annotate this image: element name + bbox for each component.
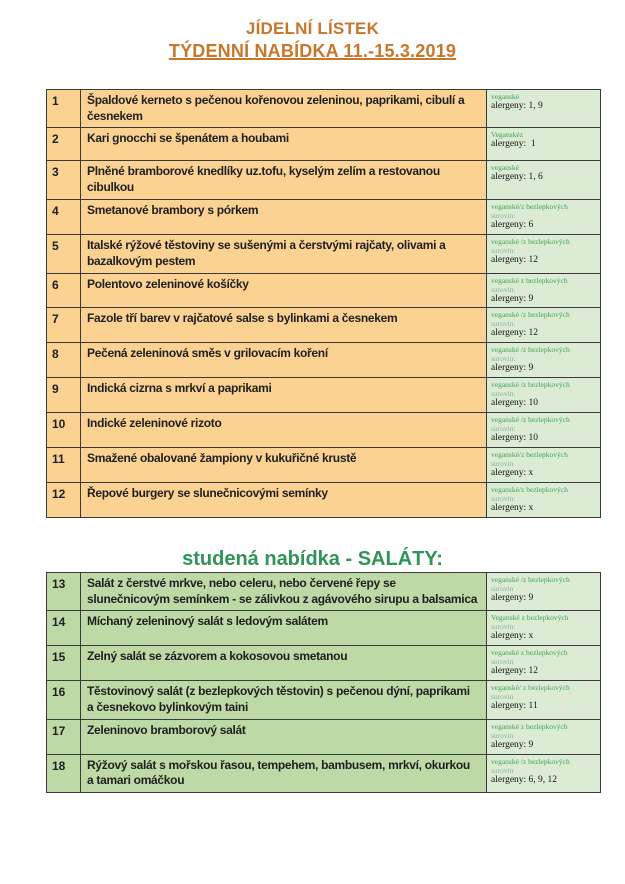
diet-label: veganské z bezlepkových xyxy=(491,721,568,731)
dish-name: Polentovo zeleninové košíčky xyxy=(81,273,487,308)
allergens-label: alergeny: 9 xyxy=(491,293,534,304)
dish-name: Kari gnocchi se špenátem a houbami xyxy=(81,128,487,161)
diet-info-cell xyxy=(487,447,601,482)
allergens-label: alergeny: 12 xyxy=(491,254,539,265)
weekly-menu-table xyxy=(46,89,601,518)
allergens-label: alergeny: 1 xyxy=(491,139,536,150)
diet-sub-label: surovin: xyxy=(491,245,516,255)
dish-name: Indická cizrna s mrkví a paprikami xyxy=(81,378,487,413)
menu-row xyxy=(47,681,601,720)
diet-info-cell xyxy=(487,273,601,308)
menu-row xyxy=(47,234,601,273)
diet-sub-label: surovin: xyxy=(491,493,516,503)
diet-sub-label: surovin: xyxy=(491,622,516,632)
diet-label: Veganské z bezlepkových xyxy=(491,613,569,623)
diet-info-cell xyxy=(487,572,601,611)
dish-name: Fazole tří barev v rajčatové salse s bylinkami a česnekem xyxy=(81,308,487,343)
salads-menu-table xyxy=(46,572,601,794)
diet-sub-label: surovin xyxy=(491,692,514,702)
menu-row xyxy=(47,754,601,793)
menu-row xyxy=(47,161,601,200)
menu-row xyxy=(47,482,601,517)
allergens-label: alergeny: 1, 6 xyxy=(491,172,543,183)
dish-name: Rýžový salát s mořskou řasou, tempehem, bambusem, mrkví, okurkou a tamari omáčkou xyxy=(81,754,487,793)
diet-sub-label: surovin: xyxy=(491,319,516,329)
salads-section-heading: studená nabídka - SALÁTY: xyxy=(182,547,443,570)
allergens-label: alergeny: x xyxy=(491,467,534,478)
dish-name: Špaldové kerneto s pečenou kořenovou zeleninou, paprikami, cibulí a česnekem xyxy=(81,89,487,128)
menu-row xyxy=(47,89,601,128)
allergens-label: alergeny: 9 xyxy=(491,592,534,603)
diet-sub-label: surovin xyxy=(491,657,514,667)
diet-label: veganské xyxy=(491,91,519,101)
menu-row xyxy=(47,413,601,448)
diet-label: veganské /z bezlepkových xyxy=(491,310,570,320)
diet-label: veganské /z bezlepkových xyxy=(491,345,570,355)
dish-name: Zelný salát se zázvorem a kokosovou smetanou xyxy=(81,646,487,681)
diet-label: veganské /z bezlepkových xyxy=(491,236,570,246)
diet-label: veganské/z bezlepkových xyxy=(491,449,568,459)
diet-sub-label: surovin: xyxy=(491,284,516,294)
dish-number: 6 xyxy=(47,273,81,308)
menu-row xyxy=(47,200,601,235)
diet-label: veganské /z bezlepkových xyxy=(491,415,570,425)
diet-info-cell xyxy=(487,378,601,413)
dish-number: 2 xyxy=(47,128,81,161)
allergens-label: alergeny: 10 xyxy=(491,433,539,444)
allergens-label: alergeny: 6, 9, 12 xyxy=(491,774,558,785)
dish-name: Salát z čerstvé mrkve, nebo celeru, nebo červené řepy se slunečnicovým semínkem - se zálivkou z agávového sirupu a balsamica xyxy=(81,572,487,611)
dish-number: 17 xyxy=(47,719,81,754)
diet-info-cell xyxy=(487,482,601,517)
dish-number: 16 xyxy=(47,681,81,720)
dish-name: Pečená zeleninová směs v grilovacím koření xyxy=(81,343,487,378)
menu-row xyxy=(47,611,601,646)
diet-sub-label: surovin xyxy=(491,730,514,740)
diet-sub-label: surovin: xyxy=(491,354,516,364)
diet-info-cell xyxy=(487,161,601,200)
dish-number: 1 xyxy=(47,89,81,128)
allergens-label: alergeny: x xyxy=(491,631,534,642)
allergens-label: alergeny: 6 xyxy=(491,220,534,231)
diet-info-cell xyxy=(487,681,601,720)
diet-info-cell xyxy=(487,128,601,161)
diet-info-cell xyxy=(487,308,601,343)
diet-label: veganské/z bezlepkových xyxy=(491,202,568,212)
dish-number: 8 xyxy=(47,343,81,378)
diet-label: veganské/z bezlepkových xyxy=(491,484,568,494)
dish-number: 14 xyxy=(47,611,81,646)
diet-sub-label: surovin: xyxy=(491,424,516,434)
dish-number: 10 xyxy=(47,413,81,448)
diet-sub-label: surovin: xyxy=(491,211,516,221)
menu-row xyxy=(47,447,601,482)
dish-number: 18 xyxy=(47,754,81,793)
dish-number: 5 xyxy=(47,234,81,273)
dish-number: 15 xyxy=(47,646,81,681)
diet-label: veganské z bezlepkových xyxy=(491,648,568,658)
diet-label: veganské z bezlepkových xyxy=(491,275,568,285)
diet-label: veganské /z bezlepkových xyxy=(491,574,570,584)
diet-info-cell xyxy=(487,343,601,378)
menu-row xyxy=(47,273,601,308)
diet-label: veganské /z bezlepkových xyxy=(491,756,570,766)
dish-number: 4 xyxy=(47,200,81,235)
diet-sub-label: surovin xyxy=(491,458,514,468)
allergens-label: alergeny: 9 xyxy=(491,363,534,374)
allergens-label: alergeny: x xyxy=(491,502,534,513)
diet-label: veganské /z bezlepkových xyxy=(491,380,570,390)
dish-name: Italské rýžové těstoviny se sušenými a čerstvými rajčaty, olivami a bazalkovým pestem xyxy=(81,234,487,273)
diet-sub-label: surovin: xyxy=(491,389,516,399)
dish-name: Zeleninovo bramborový salát xyxy=(81,719,487,754)
menu-row xyxy=(47,646,601,681)
diet-label: veganské/ z bezlepkových xyxy=(491,683,570,693)
dish-number: 3 xyxy=(47,161,81,200)
diet-info-cell xyxy=(487,200,601,235)
dish-number: 12 xyxy=(47,482,81,517)
dish-number: 7 xyxy=(47,308,81,343)
diet-label: veganské xyxy=(491,163,519,173)
diet-info-cell xyxy=(487,89,601,128)
dish-number: 9 xyxy=(47,378,81,413)
menu-row xyxy=(47,308,601,343)
allergens-label: alergeny: 12 xyxy=(491,328,539,339)
diet-info-cell xyxy=(487,719,601,754)
page-subtitle: TÝDENNÍ NABÍDKA 11.-15.3.2019 xyxy=(168,41,457,62)
menu-row xyxy=(47,343,601,378)
dish-name: Indické zeleninové rizoto xyxy=(81,413,487,448)
dish-number: 13 xyxy=(47,572,81,611)
allergens-label: alergeny: 9 xyxy=(491,739,534,750)
diet-sub-label: surovin xyxy=(491,583,514,593)
diet-info-cell xyxy=(487,413,601,448)
diet-info-cell xyxy=(487,646,601,681)
diet-sub-label: surovin xyxy=(491,765,514,775)
page-title: JÍDELNÍ LÍSTEK xyxy=(245,19,380,38)
dish-name: Řepové burgery se slunečnicovými semínky xyxy=(81,482,487,517)
allergens-label: alergeny: 1, 9 xyxy=(491,100,543,111)
menu-row xyxy=(47,572,601,611)
dish-name: Plněné bramborové knedlíky uz.tofu, kyselým zelím a restovanou cibulkou xyxy=(81,161,487,200)
dish-name: Smažené obalované žampiony v kukuřičné krustě xyxy=(81,447,487,482)
menu-row xyxy=(47,719,601,754)
menu-row xyxy=(47,378,601,413)
dish-name: Míchaný zeleninový salát s ledovým salátem xyxy=(81,611,487,646)
diet-label: Veganskéz xyxy=(491,130,524,140)
diet-info-cell xyxy=(487,611,601,646)
allergens-label: alergeny: 10 xyxy=(491,398,539,409)
diet-info-cell xyxy=(487,234,601,273)
dish-number: 11 xyxy=(47,447,81,482)
dish-name: Těstovinový salát (z bezlepkových těstovin) s pečenou dýní, paprikami a česnekovo bylinkovým taini xyxy=(81,681,487,720)
menu-row xyxy=(47,128,601,161)
allergens-label: alergeny: 11 xyxy=(491,701,538,712)
dish-name: Smetanové brambory s pórkem xyxy=(81,200,487,235)
diet-info-cell xyxy=(487,754,601,793)
allergens-label: alergeny: 12 xyxy=(491,666,539,677)
